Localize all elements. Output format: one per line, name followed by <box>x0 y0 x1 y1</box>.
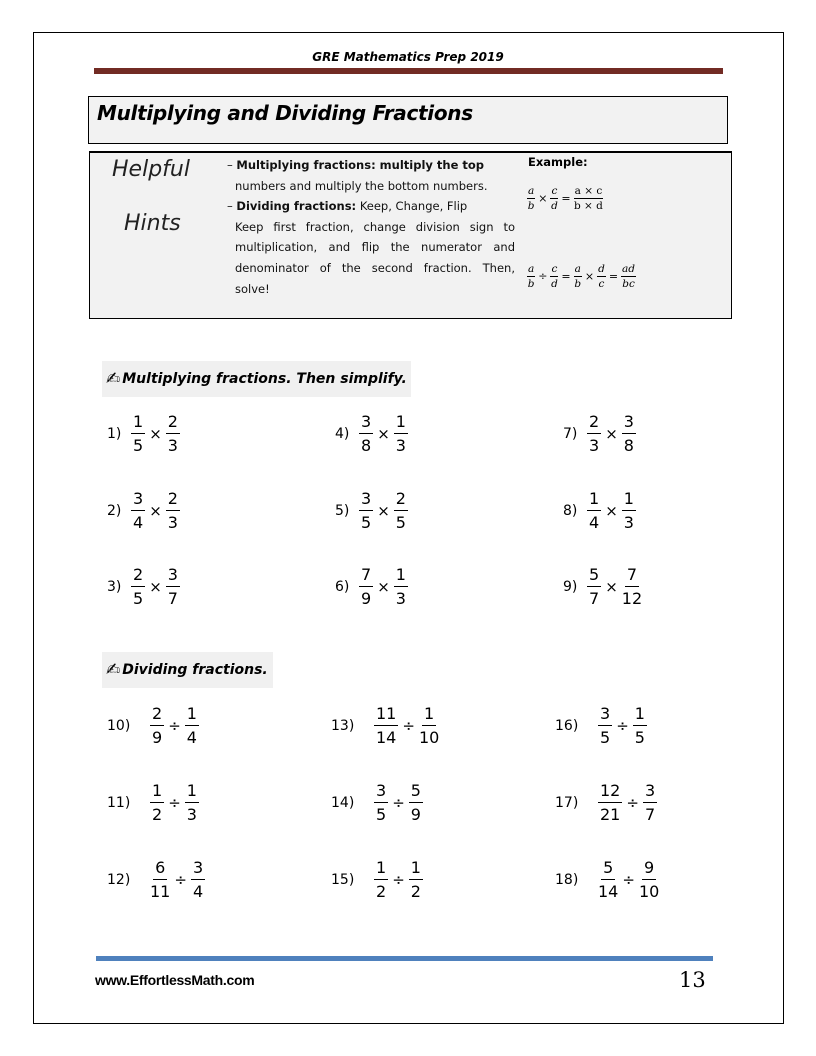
operator: × <box>605 424 618 443</box>
operator: ÷ <box>168 793 181 812</box>
fraction: $\frac{1}{10}$ <box>418 704 440 747</box>
problem-number: 14) <box>331 794 355 811</box>
fraction: $\frac{12}{21}$ <box>600 781 621 824</box>
fraction: $\frac{a \times c}{b \times d}$ <box>573 185 603 212</box>
problem-item <box>107 858 205 901</box>
example-label: Example: <box>528 155 588 169</box>
operator: ÷ <box>626 793 639 812</box>
problem-item <box>107 489 180 532</box>
operator: × <box>149 501 162 520</box>
problem-item <box>555 704 647 747</box>
fraction: $\frac{3}{7}$ <box>167 565 178 608</box>
fraction: $\frac{1}{3}$ <box>395 565 406 608</box>
problem-number: 12) <box>107 871 131 888</box>
problem-number: 11) <box>107 794 131 811</box>
fraction: $\frac{1}{5}$ <box>634 704 645 747</box>
section-multiply-text: Multiplying fractions. Then simplify. <box>122 371 407 387</box>
fraction: $\frac{1}{3}$ <box>186 781 197 824</box>
hint-divide-bold: Dividing fractions: <box>236 199 357 214</box>
problem-number: 1) <box>107 425 122 442</box>
operator: ÷ <box>174 870 187 889</box>
fraction: $\frac{c}{d}$ <box>551 263 558 290</box>
fraction: $\frac{2}{3}$ <box>589 412 600 455</box>
problem-number: 16) <box>555 717 579 734</box>
helpful-hints-box <box>89 151 732 319</box>
problem-number: 9) <box>563 578 578 595</box>
example-divide-formula: $\frac{a}{b}$ ÷ $\frac{c}{d}$ = $\frac{a}{b}$ × $\frac{d}{c}$ = $\frac{ad}{bc}$ <box>527 263 636 290</box>
problem-item <box>563 489 636 532</box>
example-multiply-formula: $\frac{a}{b}$ × $\frac{c}{d}$ = $\frac{a \times c}{b \times d}$ <box>527 185 603 212</box>
hints-text <box>227 155 515 299</box>
header-title: GRE Mathematics Prep 2019 <box>312 50 504 64</box>
footer-url: www.EffortlessMath.com <box>95 972 255 988</box>
section-divide-heading <box>102 652 273 688</box>
problem-number: 7) <box>563 425 578 442</box>
fraction: $\frac{1}{2}$ <box>410 858 421 901</box>
fraction: $\frac{2}{5}$ <box>395 489 406 532</box>
problem-number: 15) <box>331 871 355 888</box>
problem-item <box>335 412 408 455</box>
fraction: $\frac{ad}{bc}$ <box>622 263 636 290</box>
problem-number: 13) <box>331 717 355 734</box>
operator: ÷ <box>392 870 405 889</box>
pencil-icon: ✍ <box>106 660 121 680</box>
problem-item <box>331 781 423 824</box>
problem-item <box>555 858 659 901</box>
problem-item <box>555 781 657 824</box>
fraction: $\frac{3}{7}$ <box>644 781 656 824</box>
operator: × <box>149 577 162 596</box>
fraction: $\frac{a}{b}$ <box>527 263 535 290</box>
operator: ÷ <box>616 716 629 735</box>
problem-number: 18) <box>555 871 579 888</box>
fraction: $\frac{2}{3}$ <box>167 489 178 532</box>
fraction: $\frac{1}{5}$ <box>133 412 144 455</box>
section-divide-text: Dividing fractions. <box>122 662 268 678</box>
fraction: $\frac{7}{12}$ <box>621 565 643 608</box>
fraction: $\frac{1}{4}$ <box>186 704 197 747</box>
operator: ÷ <box>402 716 415 735</box>
fraction: $\frac{1}{2}$ <box>152 781 163 824</box>
operator: × <box>377 577 390 596</box>
fraction: $\frac{c}{d}$ <box>551 185 558 212</box>
fraction: $\frac{9}{10}$ <box>638 858 660 901</box>
hint-divide-rest: Keep, Change, Flip <box>359 199 468 214</box>
pencil-icon: ✍ <box>106 369 121 389</box>
fraction: $\frac{5}{9}$ <box>410 781 421 824</box>
fraction: $\frac{3}{8}$ <box>361 412 372 455</box>
fraction: $\frac{3}{8}$ <box>623 412 634 455</box>
problem-item <box>335 489 408 532</box>
operator: × <box>605 577 618 596</box>
problem-number: 5) <box>335 502 350 519</box>
hint-divide: – Dividing fractions: Keep, Change, Flip <box>227 199 468 214</box>
hint-multiply: – Multiplying fractions: multiply the top <box>227 158 485 172</box>
fraction: $\frac{1}{4}$ <box>589 489 600 532</box>
operator: × <box>377 424 390 443</box>
page-title: Multiplying and Dividing Fractions <box>97 101 473 125</box>
fraction: $\frac{a}{b}$ <box>527 185 535 212</box>
fraction: $\frac{3}{5}$ <box>600 704 611 747</box>
fraction: $\frac{11}{14}$ <box>376 704 397 747</box>
operator: × <box>377 501 390 520</box>
operator: × <box>605 501 618 520</box>
problem-number: 3) <box>107 578 122 595</box>
fraction: $\frac{a}{b}$ <box>574 263 582 290</box>
fraction: $\frac{5}{7}$ <box>589 565 600 608</box>
problem-item <box>563 565 642 608</box>
fraction: $\frac{1}{3}$ <box>395 412 406 455</box>
page-number: 13 <box>679 968 706 992</box>
problem-item <box>331 704 439 747</box>
problem-item <box>335 565 408 608</box>
header-rule <box>94 68 723 74</box>
footer-rule <box>96 956 713 961</box>
fraction: $\frac{6}{11}$ <box>150 858 171 901</box>
fraction: $\frac{2}{3}$ <box>167 412 178 455</box>
title-box <box>88 96 728 144</box>
fraction: $\frac{1}{3}$ <box>623 489 634 532</box>
operator: × <box>149 424 162 443</box>
problem-number: 6) <box>335 578 350 595</box>
hints-label-line2: Hints <box>124 211 181 236</box>
hint-divide-body: Keep first fraction, change division sign to multiplication, and flip the numerator and denominator of the second fraction. Then, solve! <box>235 219 515 296</box>
problem-item <box>563 412 636 455</box>
fraction: $\frac{d}{c}$ <box>598 263 605 290</box>
problem-number: 8) <box>563 502 578 519</box>
fraction: $\frac{3}{5}$ <box>361 489 372 532</box>
operator: ÷ <box>168 716 181 735</box>
problem-number: 10) <box>107 717 131 734</box>
hints-label-line1: Helpful <box>112 157 190 182</box>
fraction: $\frac{2}{5}$ <box>133 565 144 608</box>
problem-item <box>107 565 180 608</box>
problem-item <box>331 858 423 901</box>
hint-multiply-bold: Multiplying fractions: multiply the top <box>236 158 485 172</box>
operator: ÷ <box>392 793 405 812</box>
problem-item <box>107 704 199 747</box>
problem-number: 2) <box>107 502 122 519</box>
fraction: $\frac{5}{14}$ <box>598 858 619 901</box>
problem-item <box>107 412 180 455</box>
fraction: $\frac{7}{9}$ <box>361 565 372 608</box>
fraction: $\frac{2}{9}$ <box>152 704 163 747</box>
fraction: $\frac{3}{4}$ <box>133 489 144 532</box>
problem-number: 17) <box>555 794 579 811</box>
fraction: $\frac{1}{2}$ <box>376 858 387 901</box>
fraction: $\frac{3}{5}$ <box>376 781 387 824</box>
problem-number: 4) <box>335 425 350 442</box>
problem-item <box>107 781 199 824</box>
section-multiply-heading <box>102 361 411 397</box>
fraction: $\frac{3}{4}$ <box>192 858 204 901</box>
operator: ÷ <box>622 870 635 889</box>
hint-multiply-cont: numbers and multiply the bottom numbers. <box>235 178 488 193</box>
